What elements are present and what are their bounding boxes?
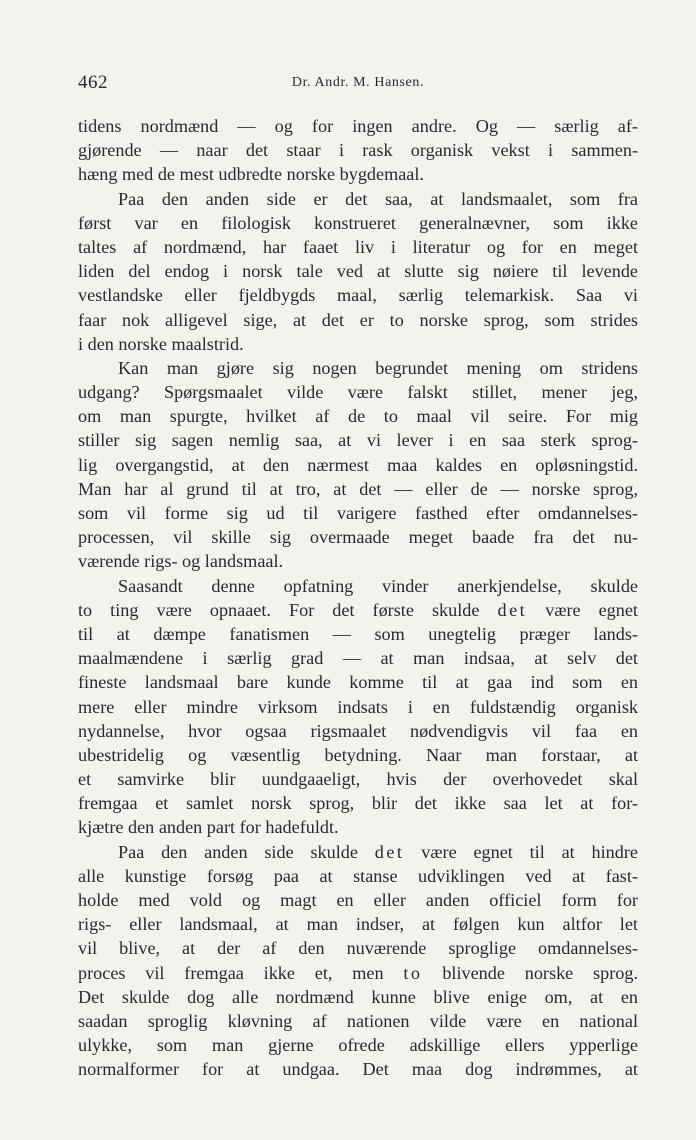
page-number: 462 (78, 72, 108, 93)
text-line: maalmændene i særlig grad — at man indsaa, at selv det (78, 648, 638, 669)
text-line: saadan sproglig kløvning af nationen vilde være en national (78, 1010, 638, 1031)
text-line: Kan man gjøre sig nogen begrundet mening om stridens (118, 357, 638, 378)
text-line: tidens nordmænd — og for ingen andre. Og — særlig af- (78, 116, 638, 136)
text-line: hæng med de mest udbredte norske bygdemaal. (78, 164, 424, 185)
running-head: Dr. Andr. M. Hansen. (291, 75, 425, 90)
text-line: alle kunstige forsøg paa at stanse udviklingen ved at fast- (78, 865, 638, 886)
text-line: processen, vil skille sig overmaade meget baade fra det nu- (78, 527, 638, 548)
text-line: Paa den anden side er det saa, at landsmaalet, som fra (118, 188, 638, 209)
text-line: Det skulde dog alle nordmænd kunne blive enige om, at en (78, 986, 638, 1007)
text-line: Paa den anden side skulde det være egnet til at hindre (118, 841, 638, 862)
text-line: ubestridelig og væsentlig betydning. Naar man forstaar, at (78, 744, 638, 765)
text-line: om man spurgte, hvilket af de to maal vil seire. For mig (78, 406, 638, 427)
emphasized-word: to (403, 962, 423, 983)
text-line: nydannelse, hvor ogsaa rigsmaalet nødvendigvis vil faa en (78, 720, 638, 741)
text-line: værende rigs- og landsmaal. (78, 551, 284, 572)
text-line: mere eller mindre virksom indsats i en fuldstændig organisk (78, 696, 638, 717)
text-line: Saasandt denne opfatning vinder anerkjendelse, skulde (118, 575, 638, 596)
text-line: lig overgangstid, at den nærmest maa kaldes en opløsningstid. (78, 454, 638, 475)
text-line: vil blive, at der af den nuværende sproglige omdannelses- (78, 938, 638, 959)
text-line: proces vil fremgaa ikke et, men to blivende norske sprog. (78, 962, 638, 983)
text-line: udgang? Spørgsmaalet vilde være falskt stillet, mener jeg, (78, 382, 638, 403)
text-line: som vil forme sig ud til varigere fasthed efter omdannelses- (78, 503, 638, 523)
text-line: gjørende — naar det staar i rask organisk vekst i sammen- (78, 140, 638, 161)
page-header (78, 72, 638, 98)
text-line: to ting være opnaaet. For det første skulde det være egnet (78, 599, 638, 620)
body-text (78, 114, 638, 1082)
text-line: liden del endog i norsk tale ved at slutte sig nøiere til levende (78, 261, 638, 282)
text-line: ulykke, som man gjerne ofrede adskillige ellers ypperlige (78, 1035, 638, 1056)
text-line: Man har al grund til at tro, at det — eller de — norske sprog, (78, 478, 638, 499)
text-line: rigs- eller landsmaal, at man indser, at følgen kun altfor let (78, 914, 638, 935)
text-line: i den norske maalstrid. (78, 333, 244, 354)
text-line: til at dæmpe fanatismen — som unegtelig præger lands- (78, 623, 638, 644)
text-line: kjætre den anden part for hadefuldt. (78, 817, 339, 838)
text-line: først var en filologisk konstrueret generalnævner, som ikke (78, 212, 638, 233)
emphasized-word: det (497, 599, 528, 620)
text-line: normalformer for at undgaa. Det maa dog indrømmes, at (78, 1059, 638, 1080)
text-line: et samvirke blir uundgaaeligt, hvis der overhovedet skal (78, 769, 638, 790)
text-line: fineste landsmaal bare kunde komme til at gaa ind som en (78, 672, 638, 693)
text-line: vestlandske eller fjeldbygds maal, særlig telemarkisk. Saa vi (78, 285, 638, 306)
text-line: holde med vold og magt en eller anden officiel form for (78, 890, 638, 910)
emphasized-word: det (374, 841, 405, 862)
text-line: faar nok alligevel sige, at det er to norske sprog, som strides (78, 309, 638, 330)
text-line: taltes af nordmænd, har faaet liv i literatur og for en meget (78, 236, 638, 257)
text-line: fremgaa et samlet norsk sprog, blir det ikke saa let at for- (78, 793, 638, 814)
text-line: stiller sig sagen nemlig saa, at vi lever i en saa sterk sprog- (78, 430, 638, 451)
